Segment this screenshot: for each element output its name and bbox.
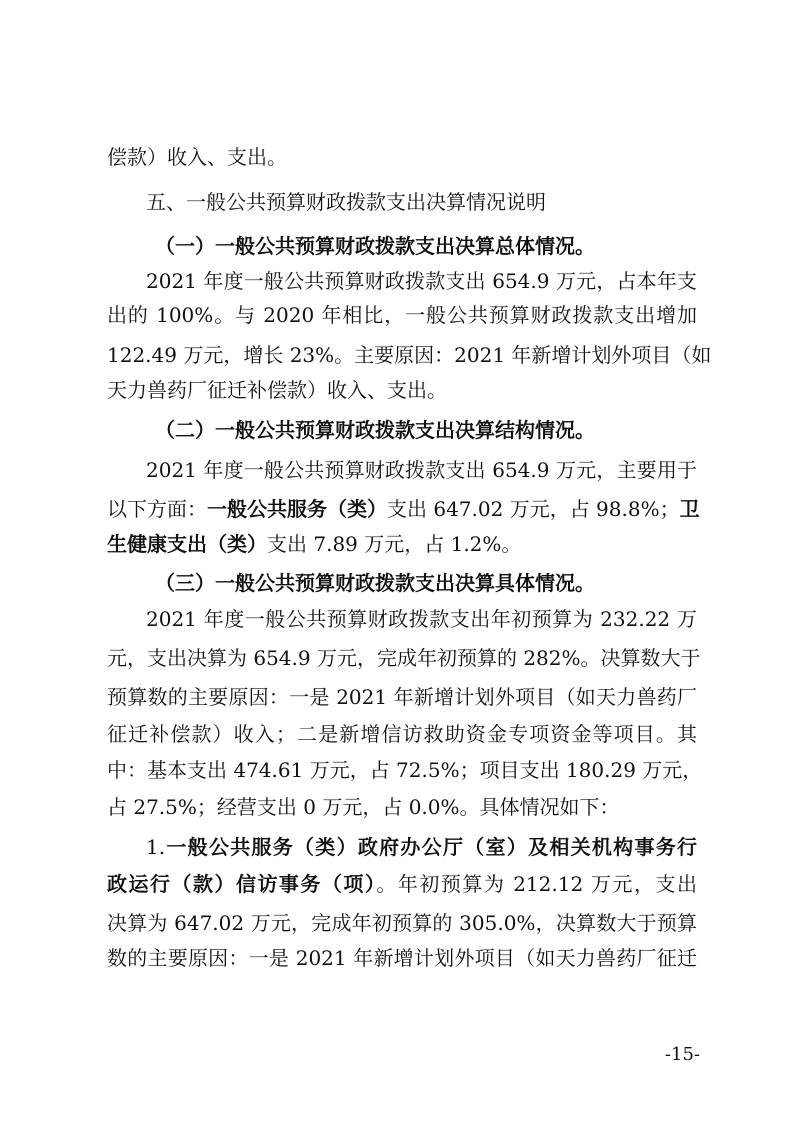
paragraph-line: 2021 年度一般公共预算财政拨款支出 654.9 万元，占本年支: [146, 269, 697, 293]
paragraph-line: 2021 年度一般公共预算财政拨款支出年初预算为 232.22 万: [146, 607, 697, 631]
item-heading-line: 1.一般公共服务（类）政府办公厅（室）及相关机构事务行: [146, 835, 697, 859]
paragraph-line: 偿款）收入、支出。: [107, 145, 287, 169]
paragraph-line: 生健康支出（类）支出 7.89 万元，占 1.2%。: [107, 532, 522, 556]
subsection-heading-3: （三）一般公共预算财政拨款支出决算具体情况。: [155, 571, 595, 595]
paragraph-line: 预算数的主要原因：一是 2021 年新增计划外项目（如天力兽药厂: [107, 685, 697, 709]
paragraph-line: 122.49 万元，增长 23%。主要原因：2021 年新增计划外项目（如: [107, 343, 712, 367]
paragraph-line: 占 27.5%；经营支出 0 万元，占 0.0%。具体情况如下：: [107, 795, 620, 819]
paragraph-line: 2021 年度一般公共预算财政拨款支出 654.9 万元，主要用于: [146, 458, 697, 482]
paragraph-line: 元，支出决算为 654.9 万元，完成年初预算的 282%。决算数大于: [107, 646, 701, 670]
section-heading: 五、一般公共预算财政拨款支出决算情况说明: [146, 190, 546, 214]
bold-term: 生健康支出（类）: [107, 532, 267, 556]
bold-term: 政运行（款）信访事务（项）: [107, 872, 377, 896]
paragraph-line: 中：基本支出 474.61 万元，占 72.5%；项目支出 180.29 万元，: [107, 758, 703, 782]
paragraph-line: 决算为 647.02 万元，完成年初预算的 305.0%，决算数大于预算: [107, 911, 697, 935]
subsection-heading-1: （一）一般公共预算财政拨款支出决算总体情况。: [155, 234, 595, 258]
bold-term: 一般公共服务（类）: [207, 497, 387, 521]
paragraph-line: 数的主要原因：一是 2021 年新增计划外项目（如天力兽药厂征迁: [107, 946, 697, 970]
paragraph-line: 政运行（款）信访事务（项）。年初预算为 212.12 万元，支出: [107, 872, 698, 896]
paragraph-line: 征迁补偿款）收入；二是新增信访救助资金专项资金等项目。其: [107, 722, 697, 746]
paragraph-line: 出的 100%。与 2020 年相比，一般公共预算财政拨款支出增加: [107, 303, 697, 327]
bold-term: 卫: [679, 497, 700, 521]
page-number: -15-: [664, 1044, 700, 1065]
paragraph-line: 以下方面：一般公共服务（类）支出 647.02 万元，占 98.8%；卫: [107, 497, 700, 521]
subsection-heading-2: （二）一般公共预算财政拨款支出决算结构情况。: [155, 418, 595, 442]
bold-term: 一般公共服务（类）政府办公厅（室）及相关机构事务行: [165, 835, 697, 859]
paragraph-line: 天力兽药厂征迁补偿款）收入、支出。: [107, 378, 447, 402]
